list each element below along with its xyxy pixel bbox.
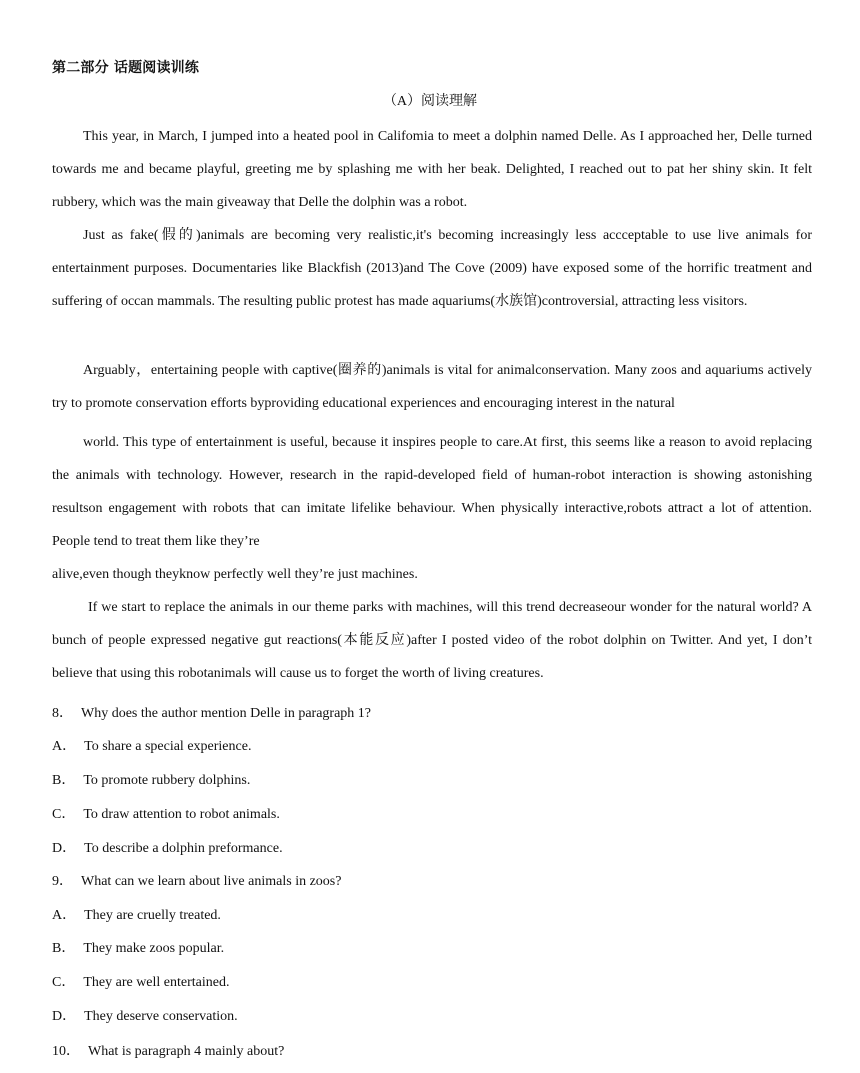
option-letter: A．	[52, 908, 77, 923]
option-text: To promote rubbery dolphins.	[83, 773, 251, 788]
paragraph-4: If we start to replace the animals in our theme parks with machines, will this trend decreaseour wonder for the natural world? A bunch of people expressed negative gut reactions(本能反应)after I posted video of the robot dolphin on Twitter. And yet, I don’t believe that using this robotanimals will cause us to forget the worth of living creatures.	[52, 600, 812, 681]
question-stem: What is paragraph 4 mainly about?	[88, 1044, 285, 1059]
question-8-option-d[interactable]	[52, 837, 283, 857]
option-letter: A．	[52, 739, 77, 754]
paragraph-2: Just as fake(假的)animals are becoming very realistic,it's becoming increasingly less accceptable to use live animals for entertainment purposes. Documentaries like Blackfish (2013)and The Cove (2009) have exposed some of the horrific treatment and suffering of occan mammals. The resulting public protest has made aquariums(水族馆)controversial, attracting less visitors.	[52, 228, 812, 309]
option-letter: C．	[52, 807, 76, 822]
paragraph-1: This year, in March, I jumped into a heated pool in Califomia to meet a dolphin named Delle. As I approached her, Delle turned towards me and became playful, greeting me by splashing me with her beak. Delighted, I reached out to pat her shiny skin. It felt rubbery, which was the main giveaway that Delle the dolphin was a robot.	[52, 129, 812, 210]
passage-subheading: （A）阅读理解	[382, 94, 478, 109]
question-9-option-d[interactable]	[52, 1005, 238, 1025]
question-8-option-c[interactable]	[52, 803, 280, 823]
option-text: They deserve conservation.	[84, 1009, 238, 1024]
question-number: 10．	[52, 1044, 80, 1059]
question-number: 8．	[52, 706, 73, 721]
question-number: 9．	[52, 874, 73, 889]
option-letter: D．	[52, 841, 77, 856]
section-title: 第二部分 话题阅读训练	[52, 60, 200, 76]
question-9	[52, 870, 341, 890]
paragraph-3-part-1: Arguably，entertaining people with captive(圈养的)animals is vital for animalconservation. Many zoos and aquariums actively try to promote conservation efforts byproviding educational experiences and encouraging interest in the natural	[52, 363, 812, 411]
option-letter: B．	[52, 941, 76, 956]
option-text: To draw attention to robot animals.	[83, 807, 280, 822]
question-9-option-a[interactable]	[52, 904, 221, 924]
paragraph-3-part-3: alive,even though theyknow perfectly well they’re just machines.	[52, 567, 418, 582]
question-stem: What can we learn about live animals in zoos?	[81, 874, 342, 889]
question-9-option-c[interactable]	[52, 971, 230, 991]
paragraph-3-part-2: world. This type of entertainment is useful, because it inspires people to care.At first, this seems like a reason to avoid replacing the animals with technology. However, research in the rapid-developed field of human-robot interaction is showing astonishing resultson engagement with robots that can imitate lifelike behaviour. When physically interactive,robots attract a lot of attention. People tend to treat them like they’re	[52, 435, 812, 549]
question-9-option-b[interactable]	[52, 937, 224, 957]
option-text: They are well entertained.	[83, 975, 230, 990]
question-8	[52, 702, 371, 722]
option-text: To share a special experience.	[84, 739, 252, 754]
question-stem: Why does the author mention Delle in paragraph 1?	[81, 706, 372, 721]
option-letter: C．	[52, 975, 76, 990]
option-text: They are cruelly treated.	[84, 908, 221, 923]
question-8-option-a[interactable]	[52, 735, 251, 755]
question-8-option-b[interactable]	[52, 769, 250, 789]
option-letter: B．	[52, 773, 76, 788]
option-letter: D．	[52, 1009, 77, 1024]
option-text: They make zoos popular.	[83, 941, 225, 956]
question-10	[52, 1040, 284, 1060]
option-text: To describe a dolphin preformance.	[84, 841, 283, 856]
